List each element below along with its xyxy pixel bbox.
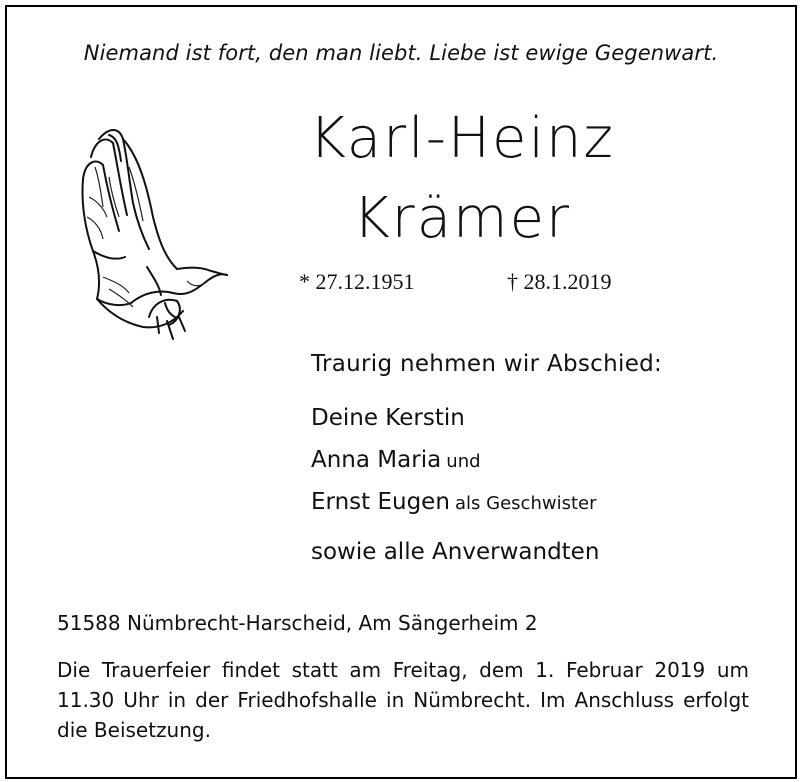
mourner-line <box>311 405 465 431</box>
praying-hands-icon <box>69 117 229 342</box>
mourner-line <box>311 447 481 473</box>
other-relatives: sowie alle Anverwandten <box>311 539 600 565</box>
mourner-name: Deine Kerstin <box>311 405 465 431</box>
family-address: 51588 Nümbrecht-Harscheid, Am Sängerheim 2 <box>57 611 538 635</box>
deceased-first-name: Karl-Heinz <box>309 106 615 171</box>
death-date: † 28.1.2019 <box>507 269 612 294</box>
mourner-suffix: als Geschwister <box>455 493 597 514</box>
obituary-notice <box>5 5 797 779</box>
motto-quote: Niemand ist fort, den man liebt. Liebe ist ewige Gegenwart. <box>83 41 719 65</box>
mourner-name: Anna Maria <box>311 447 442 473</box>
mourner-suffix: und <box>446 451 481 472</box>
ceremony-details: Die Trauerfeier findet statt am Freitag, dem 1. Februar 2019 um 11.30 Uhr in der Friedhofshalle in Nümbrecht. Im Anschluss erfolgt die Beisetzung. <box>57 658 749 742</box>
deceased-last-name: Krämer <box>352 186 572 251</box>
mourner-name: Ernst Eugen <box>311 489 450 515</box>
mourning-lead: Traurig nehmen wir Abschied: <box>311 351 663 377</box>
birth-date: * 27.12.1951 <box>299 269 415 294</box>
mourner-line <box>311 489 596 515</box>
